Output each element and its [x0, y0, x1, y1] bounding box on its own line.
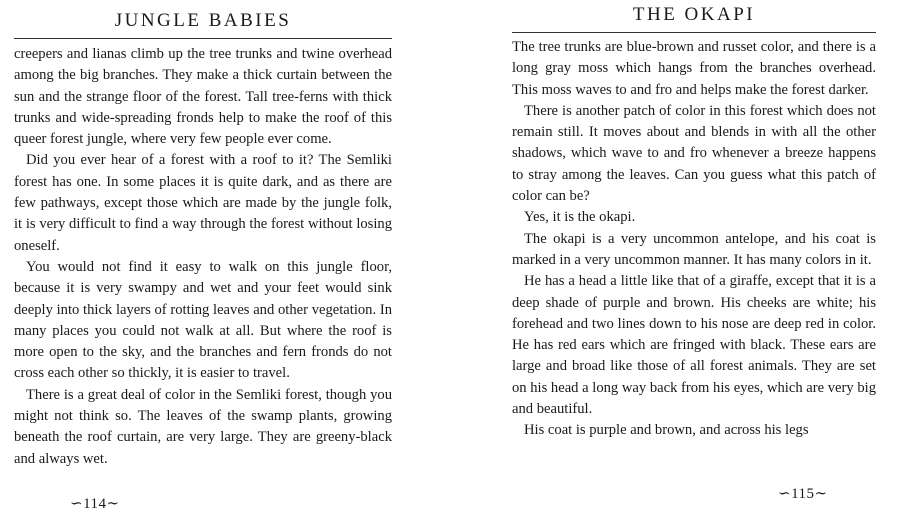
- left-page: [14, 0, 392, 524]
- running-head-right: THE OKAPI: [512, 4, 876, 33]
- paragraph: creepers and lianas climb up the tree trunks and twine overhead among the big branches. They make a thick curtain between the sun and the strange floor of the forest. Tall tree-ferns with thick trunks and wide-spreading fronds help to make the roof of this queer forest jungle, where very few people ever come.: [14, 46, 392, 148]
- left-page-body: [14, 44, 392, 470]
- page-number-left: ∽114∼: [70, 496, 120, 512]
- paragraph: There is another patch of color in this forest which does not remain still. It moves about and blends in with all the other shadows, which wave to and fro whenever a breeze happens to stray among the leaves. Can you guess what this patch of color can be?: [512, 102, 876, 205]
- page-number-right: ∽115∼: [778, 486, 828, 502]
- paragraph: The tree trunks are blue-brown and russet color, and there is a long gray moss which hangs from the branches overhead. This moss waves to and fro and helps make the forest darker.: [512, 39, 876, 98]
- paragraph: His coat is purple and brown, and across his legs: [524, 422, 809, 439]
- paragraph: You would not find it easy to walk on this jungle floor, because it is very swampy and wet and your feet would sink deeply into thick layers of rotting leaves and other vegetation. In many places you could not walk at all. But where the roof is more open to the sky, and the branches and fern fronds do not cross each other so thickly, it is easier to travel.: [14, 258, 392, 382]
- paragraph: There is a great deal of color in the Semliki forest, though you might not think so. The leaves of the swamp plants, growing beneath the roof curtain, are very large. They are greeny-black and always wet.: [14, 386, 392, 467]
- right-page: [512, 0, 876, 524]
- paragraph: Did you ever hear of a forest with a roof to it? The Semliki forest has one. In some places it is quite dark, and as there are few pathways, except those which are made by the jungle folk, it is very difficult to find a way through the forest without losing oneself.: [14, 152, 392, 254]
- paragraph: The okapi is a very uncommon antelope, and his coat is marked in a very uncommon manner. It has many colors in it.: [512, 230, 876, 268]
- paragraph: Yes, it is the okapi.: [524, 209, 636, 226]
- paragraph: He has a head a little like that of a giraffe, except that it is a deep shade of purple and brown. His cheeks are white; his forehead and two lines down to his nose are deep red in color. He has red ears which are fringed with black. These ears are large and broad like those of all forest animals. They are set on his head a long way back from his eyes, which are very big and beautiful.: [512, 273, 876, 418]
- running-head-left: JUNGLE BABIES: [14, 10, 392, 39]
- right-page-body: [512, 37, 876, 442]
